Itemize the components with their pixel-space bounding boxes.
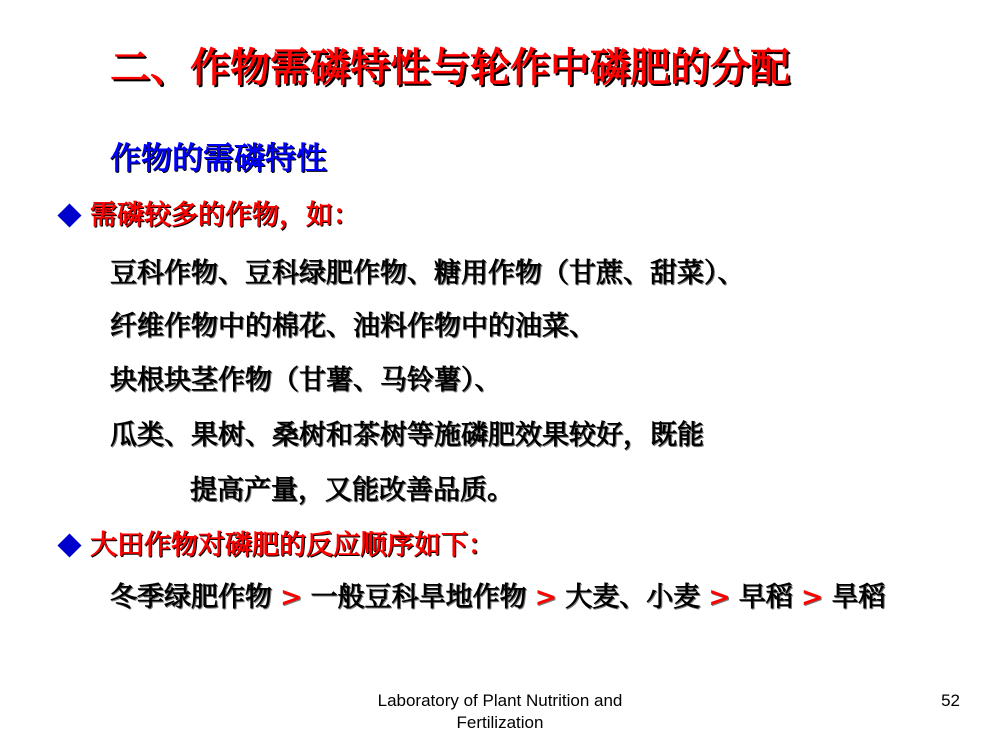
bullet-1-heading: 需磷较多的作物，如： (90, 200, 360, 231)
order-separator: > (534, 582, 558, 613)
response-order (110, 583, 886, 613)
order-item: 早稻 (738, 582, 793, 613)
bullet-2-heading: 大田作物对磷肥的反应顺序如下： (90, 530, 495, 561)
bullet-1-line: 纤维作物中的棉花、油料作物中的油菜、 (110, 311, 596, 342)
order-item: 旱稻 (831, 582, 886, 613)
order-item: 冬季绿肥作物 (110, 582, 272, 613)
order-separator: > (708, 582, 731, 613)
order-separator: > (800, 582, 824, 613)
footer-institution: Laboratory of Plant Nutrition and Fertilization (377, 691, 623, 732)
bullet-1-line: 块根块茎作物（甘薯、马铃薯）、 (110, 365, 502, 396)
order-item: 一般豆科旱地作物 (310, 582, 527, 613)
bullet-1-line: 瓜类、果树、桑树和茶树等施磷肥效果较好，既能 (110, 420, 704, 451)
order-separator: > (280, 582, 303, 613)
order-item: 大麦、小麦 (565, 582, 701, 613)
slide-title: 二、作物需磷特性与轮作中磷肥的分配 (110, 45, 790, 91)
bullet-1-line: 豆科作物、豆科绿肥作物、糖用作物（甘蔗、甜菜）、 (110, 258, 745, 289)
diamond-bullet-icon (57, 534, 81, 558)
page-number: 52 (941, 691, 960, 710)
bullet-1 (55, 201, 360, 231)
bullet-2 (55, 531, 495, 561)
bullet-1-line: 提高产量，又能改善品质。 (190, 475, 514, 506)
diamond-bullet-icon (57, 204, 81, 228)
slide-subtitle: 作物的需磷特性 (110, 141, 327, 177)
